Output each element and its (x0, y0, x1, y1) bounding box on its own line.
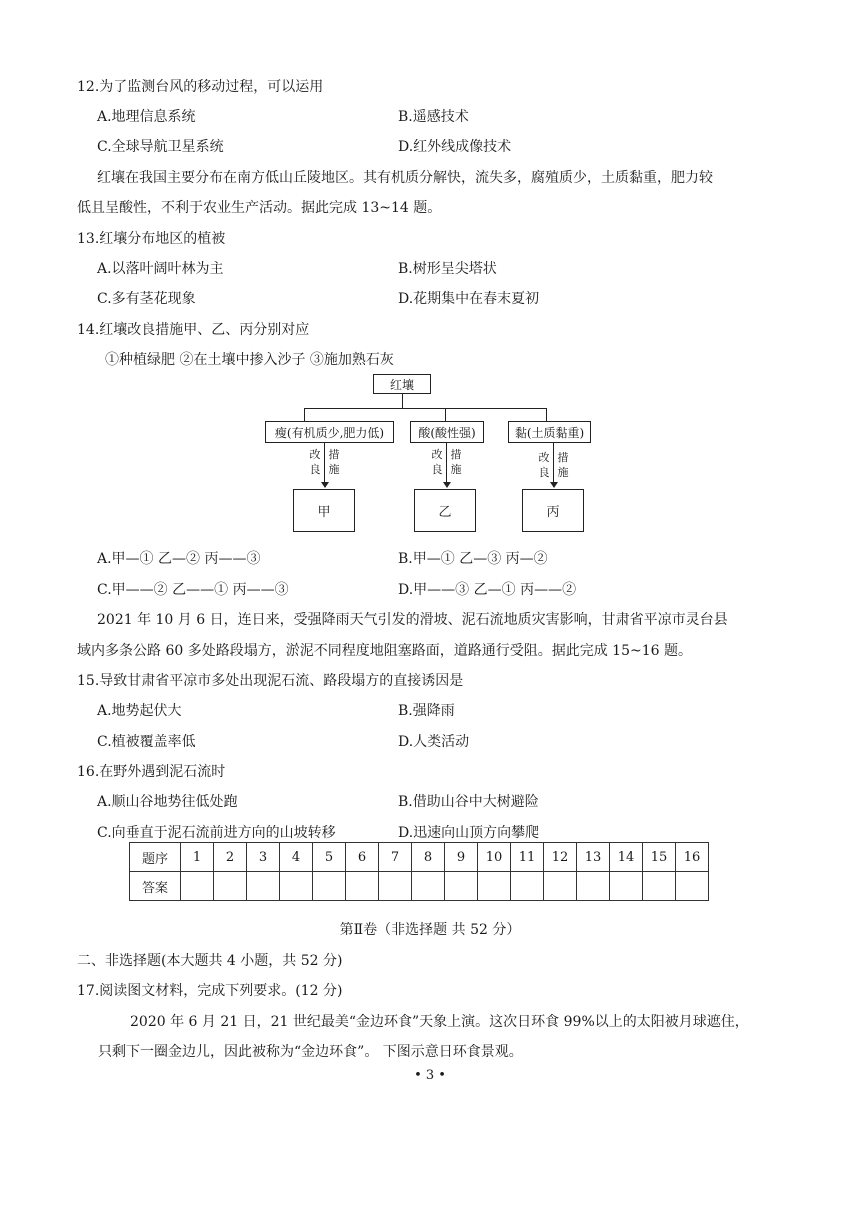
answer-table-number: 15 (643, 843, 676, 872)
q13-option-b: B.树形呈尖塔状 (398, 261, 497, 277)
q15-option-b: B.强降雨 (398, 703, 455, 719)
q16-option-b: B.借助山谷中大树避险 (398, 794, 539, 810)
answer-table-number: 8 (412, 843, 445, 872)
part2-section-heading: 二、非选择题(本大题共 4 小题，共 52 分) (77, 953, 343, 969)
answer-table-number: 14 (610, 843, 643, 872)
diagram-branch-2-connector (445, 408, 446, 421)
answer-cell[interactable] (676, 872, 709, 901)
answer-table-number: 6 (346, 843, 379, 872)
answer-table-header-number: 题序 (130, 843, 181, 872)
answer-table (129, 842, 709, 901)
answer-table-number: 3 (247, 843, 280, 872)
diagram-label-3-right: 措施 (557, 451, 569, 479)
answer-table-header-answer: 答案 (130, 872, 181, 901)
page-number: • 3 • (414, 1068, 446, 1083)
answer-cell[interactable] (247, 872, 280, 901)
passage1-line1: 红壤在我国主要分布在南方低山丘陵地区。其有机质分解快，流失多，腐殖质少，土质黏重，肥力较 (97, 170, 713, 186)
q12-stem: 12.为了监测台风的移动过程，可以运用 (77, 79, 324, 95)
answer-table-answer-row (130, 872, 709, 901)
answer-cell[interactable] (445, 872, 478, 901)
answer-cell[interactable] (610, 872, 643, 901)
q15-option-a: A.地势起伏大 (97, 703, 182, 719)
answer-cell[interactable] (643, 872, 676, 901)
answer-cell[interactable] (478, 872, 511, 901)
diagram-arrow-2-head (443, 482, 451, 488)
diagram-label-3-left: 改良 (538, 451, 550, 479)
diagram-label-2-right: 措施 (450, 448, 462, 476)
q13-stem: 13.红壤分布地区的植被 (77, 231, 226, 247)
answer-cell[interactable] (280, 872, 313, 901)
passage2-line1: 2021 年 10 月 6 日，连日来，受强降雨天气引发的滑坡、泥石流地质灾害影响，甘肃省平凉市灵台县 (97, 612, 728, 628)
answer-cell[interactable] (379, 872, 412, 901)
answer-table-number: 1 (181, 843, 214, 872)
q15-option-c: C.植被覆盖率低 (97, 734, 196, 750)
answer-table-number: 12 (544, 843, 577, 872)
answer-cell[interactable] (412, 872, 445, 901)
q14-option-b: B.甲—① 乙—③ 丙—② (398, 551, 548, 567)
answer-cell[interactable] (577, 872, 610, 901)
diagram-problem-1: 瘦(有机质少,肥力低) (265, 421, 394, 443)
q17-passage-line1: 2020 年 6 月 21 日，21 世纪最美“金边环食”天象上演。这次日环食 99%以上的太阳被月球遮住， (130, 1014, 749, 1030)
q16-stem: 16.在野外遇到泥石流时 (77, 764, 226, 780)
q17-stem: 17.阅读图文材料，完成下列要求。(12 分) (77, 983, 343, 999)
q16-option-c: C.向垂直于泥石流前进方向的山坡转移 (97, 825, 336, 841)
diagram-problem-3: 黏(土质黏重) (508, 421, 591, 443)
diagram-branch-line (304, 408, 547, 409)
diagram-root-stem (402, 394, 403, 408)
answer-cell[interactable] (214, 872, 247, 901)
q14-measures: ①种植绿肥 ②在土壤中掺入沙子 ③施加熟石灰 (105, 352, 394, 368)
part2-title: 第Ⅱ卷（非选择题 共 52 分） (339, 922, 521, 938)
q16-option-a: A.顺山谷地势往低处跑 (97, 794, 238, 810)
answer-cell[interactable] (313, 872, 346, 901)
answer-table-number-row (130, 843, 709, 872)
q14-option-a: A.甲—① 乙—② 丙——③ (97, 551, 261, 567)
answer-table-number: 5 (313, 843, 346, 872)
answer-table-number: 10 (478, 843, 511, 872)
diagram-problem-2: 酸(酸性强) (410, 421, 484, 443)
diagram-result-3: 丙 (522, 489, 584, 532)
q14-option-d: D.甲——③ 乙—① 丙——② (398, 582, 577, 598)
answer-table-number: 11 (511, 843, 544, 872)
q17-passage-line2: 只剩下一圈金边儿，因此被称为“金边环食”。 下图示意日环食景观。 (98, 1044, 523, 1060)
answer-table-number: 2 (214, 843, 247, 872)
answer-table-number: 9 (445, 843, 478, 872)
diagram-label-2-left: 改良 (431, 448, 443, 476)
answer-table-number: 16 (676, 843, 709, 872)
diagram-result-2: 乙 (414, 489, 476, 532)
passage2-line2: 域内多条公路 60 多处路段塌方，淤泥不同程度地阻塞路面，道路通行受阻。据此完成 15~16 题。 (77, 643, 692, 659)
q14-stem: 14.红壤改良措施甲、乙、丙分别对应 (77, 322, 310, 338)
diagram-label-1-left: 改良 (309, 448, 321, 476)
answer-table-number: 7 (379, 843, 412, 872)
diagram-label-1-right: 措施 (328, 448, 340, 476)
diagram-arrow-3-head (550, 482, 558, 488)
q12-option-c: C.全球导航卫星系统 (97, 139, 224, 155)
diagram-root: 红壤 (373, 374, 431, 394)
answer-cell[interactable] (346, 872, 379, 901)
passage1-line2: 低且呈酸性，不利于农业生产活动。据此完成 13~14 题。 (77, 200, 442, 216)
q13-option-c: C.多有茎花现象 (97, 291, 196, 307)
answer-cell[interactable] (544, 872, 577, 901)
diagram-branch-3-connector (546, 408, 547, 421)
answer-table-number: 13 (577, 843, 610, 872)
q13-option-a: A.以落叶阔叶林为主 (97, 261, 224, 277)
diagram-branch-1-connector (304, 408, 305, 421)
q14-option-c: C.甲——② 乙——① 丙——③ (97, 582, 289, 598)
answer-table-number: 4 (280, 843, 313, 872)
diagram-result-1: 甲 (293, 489, 355, 532)
q12-option-a: A.地理信息系统 (97, 109, 196, 125)
answer-cell[interactable] (511, 872, 544, 901)
diagram-arrow-1-head (321, 482, 329, 488)
diagram-arrow-1-shaft (324, 443, 325, 483)
answer-cell[interactable] (181, 872, 214, 901)
diagram-arrow-3-shaft (553, 443, 554, 483)
q15-stem: 15.导致甘肃省平凉市多处出现泥石流、路段塌方的直接诱因是 (77, 673, 464, 689)
q15-option-d: D.人类活动 (398, 734, 470, 750)
diagram-arrow-2-shaft (446, 443, 447, 483)
q13-option-d: D.花期集中在春末夏初 (398, 291, 540, 307)
q12-option-d: D.红外线成像技术 (398, 139, 512, 155)
q12-option-b: B.遥感技术 (398, 109, 469, 125)
q16-option-d: D.迅速向山顶方向攀爬 (398, 825, 540, 841)
